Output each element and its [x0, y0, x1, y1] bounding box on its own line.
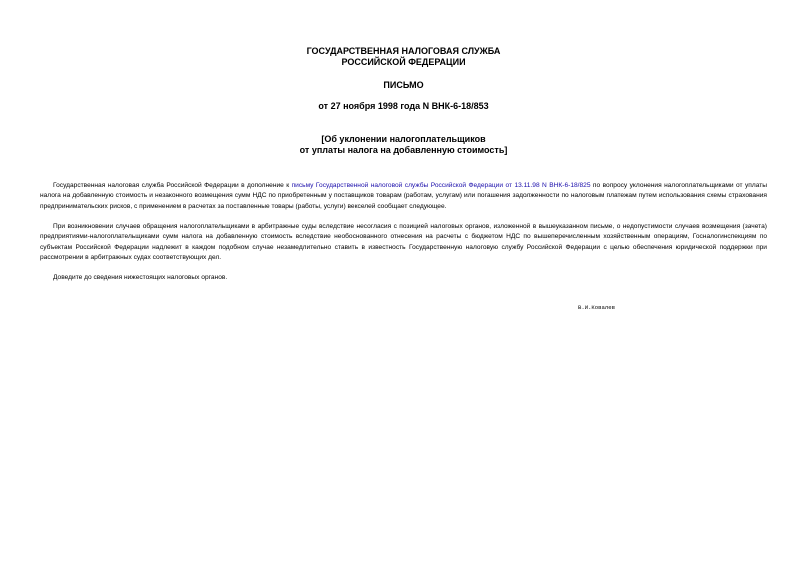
authority-line-2: РОССИЙСКОЙ ФЕДЕРАЦИИ	[341, 57, 466, 67]
document-type: ПИСЬМО	[383, 80, 424, 90]
authority-line-1: ГОСУДАРСТВЕННАЯ НАЛОГОВАЯ СЛУЖБА	[306, 46, 501, 56]
paragraph-3: Доведите до сведения нижестоящих налоговых органов.	[53, 274, 228, 281]
subject-line-2: от уплаты налога на добавленную стоимость]	[299, 145, 508, 155]
paragraph-2: При возникновении случаев обращения налогоплательщиками в арбитражные суды вследствие несогласия с позицией налоговых органов, изложенной в вышеуказанном письме, о недопустимости случаев возмещения (зачета) предприятиями-налогоплательщиками сумм налога на добавленную стоимость вследствие необоснованного отнесения на расчеты с бюджетом НДС по вышеперечисленным хозяйственным операциям, Госналогинспекциям по субъектам Российской Федерации надлежит в каждом подобном случае незамедлительно ставить в известность Государственную налоговую службу Российской Федерации с целью обеспечения юридической поддержки при рассмотрении в арбитражных судах соответствующих дел.	[40, 223, 767, 262]
issuing-authority	[0, 46, 807, 68]
signatory-name: В.И.Ковалев	[578, 304, 615, 311]
paragraph-1	[40, 181, 767, 212]
paragraph-1-intro: Государственная налоговая служба Российской Федерации в дополнение к	[53, 182, 292, 189]
paragraph-1-rest: по вопросу уклонения налогоплательщиками от уплаты налога на добавленную стоимость и незаконного возмещения сумм НДС по приобретенным у поставщиков товарам (работам, услугам) или погашения задолженности по налоговым платежам путем использования схемы страхования предпринимательских рисков, с применением в расчетах за поставленные товары (работы, услуги) векселей сообщает следующее.	[40, 182, 767, 210]
subject-line-1: [Об уклонении налогоплательщиков	[321, 134, 486, 144]
document-date-number: от 27 ноября 1998 года N ВНК-6-18/853	[318, 101, 489, 111]
document-subject	[0, 134, 807, 156]
referenced-letter-link[interactable]: письму Государственной налоговой службы Российской Федерации от 13.11.98 N ВНК-6-18/825	[291, 182, 591, 189]
